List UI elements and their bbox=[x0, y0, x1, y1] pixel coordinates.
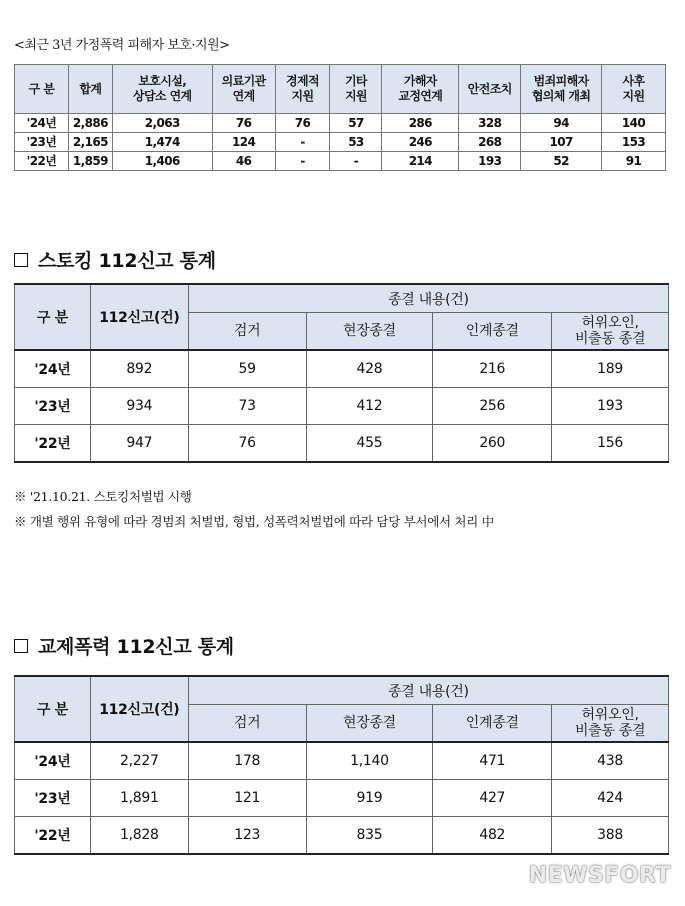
row-label: '24년 bbox=[15, 742, 91, 780]
table-header-row bbox=[15, 65, 666, 114]
table-row bbox=[15, 425, 669, 463]
table-cell: - bbox=[275, 152, 330, 171]
table-cell: 412 bbox=[306, 388, 433, 425]
stalking-title-text: 스토킹 112신고 통계 bbox=[38, 250, 216, 272]
table-cell: 216 bbox=[433, 350, 552, 388]
table-cell: 178 bbox=[188, 742, 306, 780]
col-transfer-closure: 인계종결 bbox=[433, 705, 552, 743]
table-row bbox=[15, 742, 669, 780]
row-label: '22년 bbox=[15, 817, 91, 855]
col-onsite-closure: 현장종결 bbox=[306, 313, 433, 351]
table-cell: 2,227 bbox=[90, 742, 188, 780]
row-label: '22년 bbox=[15, 152, 69, 171]
row-label: '24년 bbox=[15, 114, 69, 133]
table-cell: 156 bbox=[552, 425, 669, 463]
col-economic-support: 경제적 지원 bbox=[275, 65, 330, 114]
col-total: 합계 bbox=[68, 65, 112, 114]
table-cell: 482 bbox=[433, 817, 552, 855]
table-header-row bbox=[15, 676, 669, 705]
table-cell: 2,886 bbox=[68, 114, 112, 133]
table-cell: 268 bbox=[459, 133, 521, 152]
table-cell: 1,891 bbox=[90, 780, 188, 817]
col-false-report-closure: 허위오인, 비출동 종결 bbox=[552, 313, 669, 351]
table-cell: 2,063 bbox=[112, 114, 212, 133]
col-category: 구 분 bbox=[15, 65, 69, 114]
table-cell: 260 bbox=[433, 425, 552, 463]
dating-violence-section-title bbox=[14, 632, 234, 659]
table-cell: 73 bbox=[188, 388, 306, 425]
table-cell: 121 bbox=[188, 780, 306, 817]
table-cell: 189 bbox=[552, 350, 669, 388]
stalking-note-2: ※ 개별 행위 유형에 따라 경범죄 처벌법, 형법, 성폭력처벌법에 따라 담당 부서에서 처리 中 bbox=[14, 514, 494, 529]
col-group-closure: 종결 내용(건) bbox=[188, 284, 668, 313]
dating-title-text: 교제폭력 112신고 통계 bbox=[38, 636, 234, 658]
table-row bbox=[15, 350, 669, 388]
table-cell: 193 bbox=[459, 152, 521, 171]
table-cell: 53 bbox=[330, 133, 382, 152]
stalking-section-title bbox=[14, 246, 216, 273]
table-cell: 1,406 bbox=[112, 152, 212, 171]
table-cell: 286 bbox=[382, 114, 459, 133]
row-label: '23년 bbox=[15, 780, 91, 817]
table-cell: - bbox=[275, 133, 330, 152]
col-offender-correction: 가해자 교정연계 bbox=[382, 65, 459, 114]
col-onsite-closure: 현장종결 bbox=[306, 705, 433, 743]
table-cell: 1,859 bbox=[68, 152, 112, 171]
table-cell: 123 bbox=[188, 817, 306, 855]
table-cell: 947 bbox=[90, 425, 188, 463]
col-112-reports: 112신고(건) bbox=[90, 676, 188, 742]
table-cell: 256 bbox=[433, 388, 552, 425]
checkbox-square-icon bbox=[14, 639, 28, 653]
table-cell: 1,140 bbox=[306, 742, 433, 780]
table1-title: <최근 3년 가정폭력 피해자 보호·지원> bbox=[14, 38, 230, 53]
col-arrest: 검거 bbox=[188, 313, 306, 351]
col-victim-council: 범죄피해자 협의체 개최 bbox=[521, 65, 602, 114]
row-label: '22년 bbox=[15, 425, 91, 463]
table-cell: 76 bbox=[188, 425, 306, 463]
table-cell: 140 bbox=[602, 114, 666, 133]
table-row bbox=[15, 817, 669, 855]
col-112-reports: 112신고(건) bbox=[90, 284, 188, 350]
col-transfer-closure: 인계종결 bbox=[433, 313, 552, 351]
table-cell: 424 bbox=[552, 780, 669, 817]
col-category: 구 분 bbox=[15, 676, 91, 742]
table-cell: 428 bbox=[306, 350, 433, 388]
dating-violence-112-report-table bbox=[14, 675, 669, 855]
table-cell: 427 bbox=[433, 780, 552, 817]
checkbox-square-icon bbox=[14, 253, 28, 267]
table-cell: 328 bbox=[459, 114, 521, 133]
table-cell: 76 bbox=[212, 114, 275, 133]
table-cell: 934 bbox=[90, 388, 188, 425]
row-label: '23년 bbox=[15, 388, 91, 425]
table-cell: 124 bbox=[212, 133, 275, 152]
table-cell: 59 bbox=[188, 350, 306, 388]
table-cell: 52 bbox=[521, 152, 602, 171]
table-cell: 388 bbox=[552, 817, 669, 855]
col-arrest: 검거 bbox=[188, 705, 306, 743]
stalking-note-1: ※ '21.10.21. 스토킹처벌법 시행 bbox=[14, 489, 192, 504]
table-cell: 1,474 bbox=[112, 133, 212, 152]
table-row bbox=[15, 133, 666, 152]
stalking-112-report-table bbox=[14, 283, 669, 463]
table-cell: 892 bbox=[90, 350, 188, 388]
col-medical-link: 의료기관 연계 bbox=[212, 65, 275, 114]
col-other-support: 기타 지원 bbox=[330, 65, 382, 114]
table-cell: 46 bbox=[212, 152, 275, 171]
table-cell: 94 bbox=[521, 114, 602, 133]
table-cell: 471 bbox=[433, 742, 552, 780]
table-cell: 214 bbox=[382, 152, 459, 171]
table-cell: - bbox=[330, 152, 382, 171]
table-cell: 2,165 bbox=[68, 133, 112, 152]
table-cell: 153 bbox=[602, 133, 666, 152]
col-aftercare: 사후 지원 bbox=[602, 65, 666, 114]
row-label: '24년 bbox=[15, 350, 91, 388]
table-cell: 107 bbox=[521, 133, 602, 152]
table-cell: 438 bbox=[552, 742, 669, 780]
col-category: 구 분 bbox=[15, 284, 91, 350]
family-violence-support-table bbox=[14, 64, 666, 171]
table-row bbox=[15, 780, 669, 817]
table-cell: 835 bbox=[306, 817, 433, 855]
table-row bbox=[15, 114, 666, 133]
col-false-report-closure: 허위오인, 비출동 종결 bbox=[552, 705, 669, 743]
table-cell: 76 bbox=[275, 114, 330, 133]
table-cell: 57 bbox=[330, 114, 382, 133]
row-label: '23년 bbox=[15, 133, 69, 152]
table-cell: 246 bbox=[382, 133, 459, 152]
newsfort-watermark: NEWSFORT bbox=[528, 863, 671, 888]
table-cell: 1,828 bbox=[90, 817, 188, 855]
table-cell: 455 bbox=[306, 425, 433, 463]
table-cell: 91 bbox=[602, 152, 666, 171]
col-safety-measures: 안전조치 bbox=[459, 65, 521, 114]
table-row bbox=[15, 388, 669, 425]
table-cell: 919 bbox=[306, 780, 433, 817]
col-shelter-link: 보호시설, 상담소 연계 bbox=[112, 65, 212, 114]
table-row bbox=[15, 152, 666, 171]
table-cell: 193 bbox=[552, 388, 669, 425]
table-header-row bbox=[15, 284, 669, 313]
col-group-closure: 종결 내용(건) bbox=[188, 676, 668, 705]
